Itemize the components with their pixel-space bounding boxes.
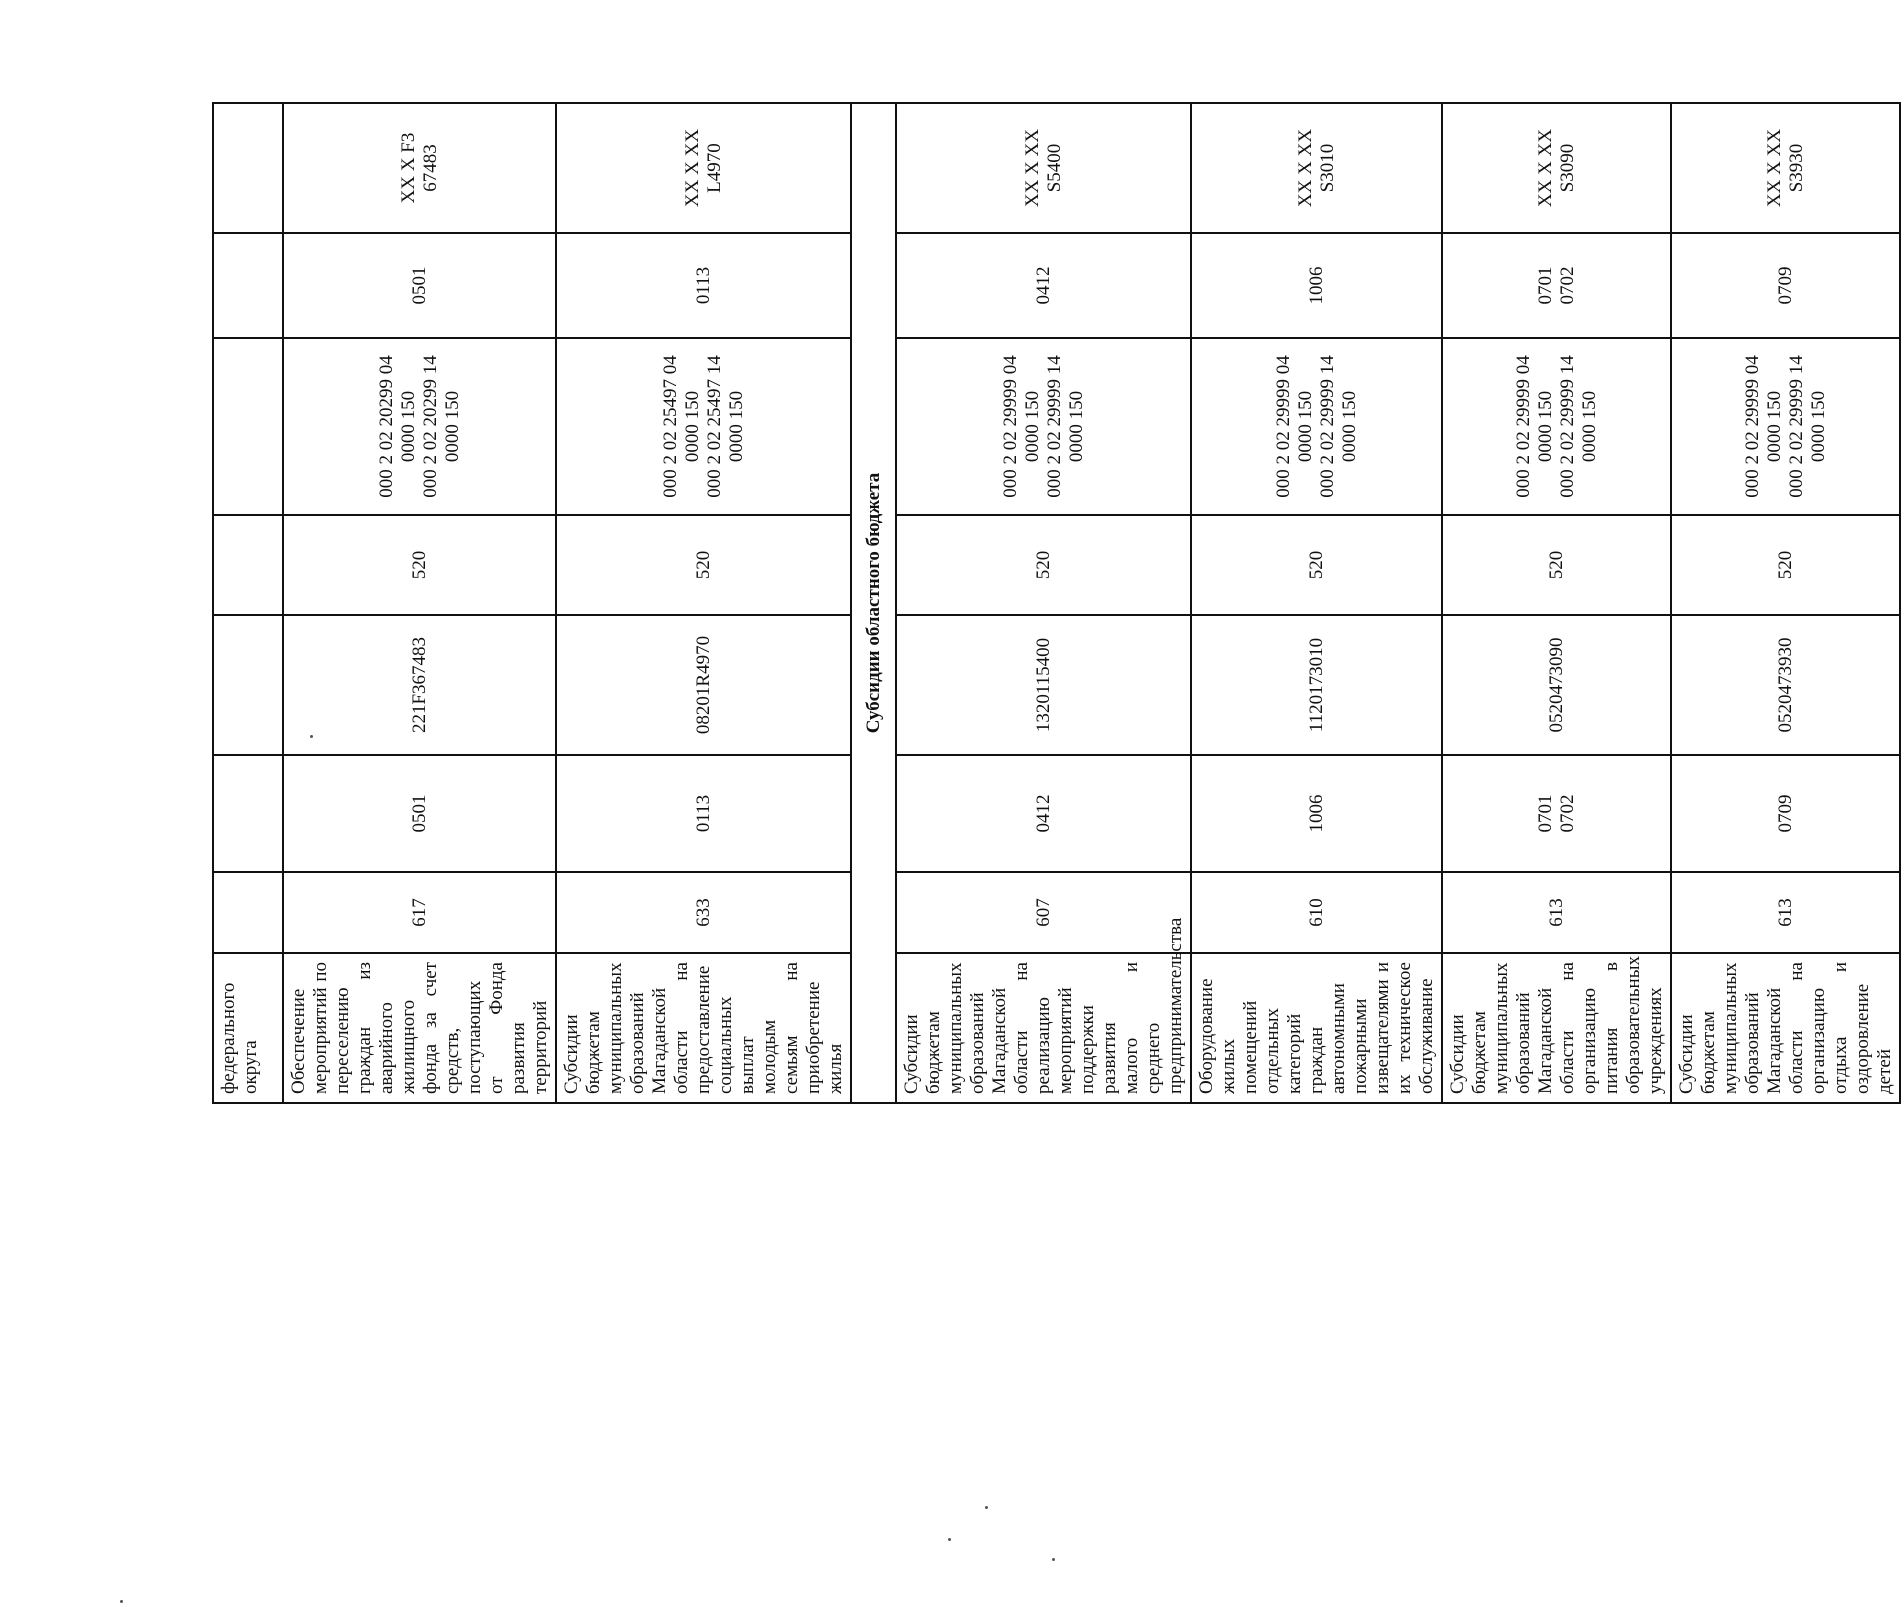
- budget-table: [212, 102, 1901, 1104]
- expense-type: 520: [1191, 515, 1442, 615]
- scan-speck: [310, 735, 313, 738]
- expense-type: 520: [896, 515, 1191, 615]
- article-code: XX X XX S5400: [896, 103, 1191, 233]
- section-code: 0709: [1671, 755, 1900, 872]
- article-code: XX X F3 67483: [283, 103, 556, 233]
- adm-code: 613: [1671, 872, 1900, 953]
- adm-code: 610: [1191, 872, 1442, 953]
- adm-code: 613: [1442, 872, 1671, 953]
- adm-code: 617: [283, 872, 556, 953]
- section-code: 0701 0702: [1442, 755, 1671, 872]
- section-code: 0501: [283, 755, 556, 872]
- section-code-2: 0709: [1671, 233, 1900, 338]
- scan-speck: [985, 1506, 988, 1509]
- expense-type: 520: [1671, 515, 1900, 615]
- scan-speck: [948, 1538, 951, 1541]
- target-article: 221F367483: [283, 615, 556, 755]
- scan-speck: [1052, 1558, 1055, 1561]
- article-code: XX X XX S3930: [1671, 103, 1900, 233]
- section-code: 0113: [556, 755, 851, 872]
- target-article: 08201R4970: [556, 615, 851, 755]
- section-code-2: 0113: [556, 233, 851, 338]
- article-code: XX X XX S3010: [1191, 103, 1442, 233]
- row-name: Субсидии бюджетам муниципальных образований Магаданской области на реализацию мероприятий поддержки развития малого и среднего предпринимательства: [896, 953, 1191, 1103]
- expense-type: 520: [556, 515, 851, 615]
- revenue-codes: 000 2 02 29999 04 0000 150 000 2 02 29999 14 0000 150: [1442, 338, 1671, 515]
- section-code-2: 1006: [1191, 233, 1442, 338]
- table-row: [896, 103, 1191, 1103]
- row-name: Субсидии бюджетам муниципальных образований Магаданской области на организацию отдыха и оздоровление детей: [1671, 953, 1900, 1103]
- article-code: [213, 103, 283, 233]
- section-code-2: [213, 233, 283, 338]
- section-code: 0412: [896, 755, 1191, 872]
- target-article: 1120173010: [1191, 615, 1442, 755]
- adm-code: [213, 872, 283, 953]
- adm-code: 633: [556, 872, 851, 953]
- revenue-codes: [213, 338, 283, 515]
- article-code: XX X XX S3090: [1442, 103, 1671, 233]
- target-article: [213, 615, 283, 755]
- section-code: 1006: [1191, 755, 1442, 872]
- table-row: [556, 103, 851, 1103]
- expense-type: 520: [1442, 515, 1671, 615]
- revenue-codes: 000 2 02 29999 04 0000 150 000 2 02 29999 14 0000 150: [896, 338, 1191, 515]
- expense-type: 520: [283, 515, 556, 615]
- scan-speck: [120, 1600, 123, 1603]
- adm-code: 607: [896, 872, 1191, 953]
- section-code-2: 0412: [896, 233, 1191, 338]
- revenue-codes: 000 2 02 25497 04 0000 150 000 2 02 25497 14 0000 150: [556, 338, 851, 515]
- target-article: 1320115400: [896, 615, 1191, 755]
- rotated-page: [212, 104, 1895, 1104]
- article-code: XX X XX L4970: [556, 103, 851, 233]
- row-name: Оборудование жилых помещений отдельных категорий граждан автономными пожарными извещателями и их техническое обслуживание: [1191, 953, 1442, 1103]
- table-row: [1442, 103, 1671, 1103]
- section-title: Субсидии областного бюджета: [851, 103, 896, 1103]
- section-code-2: 0701 0702: [1442, 233, 1671, 338]
- revenue-codes: 000 2 02 20299 04 0000 150 000 2 02 20299 14 0000 150: [283, 338, 556, 515]
- revenue-codes: 000 2 02 29999 04 0000 150 000 2 02 29999 14 0000 150: [1191, 338, 1442, 515]
- target-article: 0520473090: [1442, 615, 1671, 755]
- table-row: [283, 103, 556, 1103]
- row-name: Субсидии бюджетам муниципальных образований Магаданской области на предоставление социальных выплат молодым семьям на приобретение жилья: [556, 953, 851, 1103]
- row-name: Субсидии бюджетам муниципальных образований Магаданской области на организацию питания в образовательных учреждениях: [1442, 953, 1671, 1103]
- target-article: 0520473930: [1671, 615, 1900, 755]
- row-name: Обеспечение мероприятий по переселению граждан из аварийного жилищного фонда за счет средств, поступающих от Фонда развития территорий: [283, 953, 556, 1103]
- table-row: [213, 103, 283, 1103]
- expense-type: [213, 515, 283, 615]
- section-row: [851, 103, 896, 1103]
- row-name: федерального округа: [213, 953, 283, 1103]
- revenue-codes: 000 2 02 29999 04 0000 150 000 2 02 29999 14 0000 150: [1671, 338, 1900, 515]
- table-row: [1671, 103, 1900, 1103]
- section-code-2: 0501: [283, 233, 556, 338]
- section-code: [213, 755, 283, 872]
- table-row: [1191, 103, 1442, 1103]
